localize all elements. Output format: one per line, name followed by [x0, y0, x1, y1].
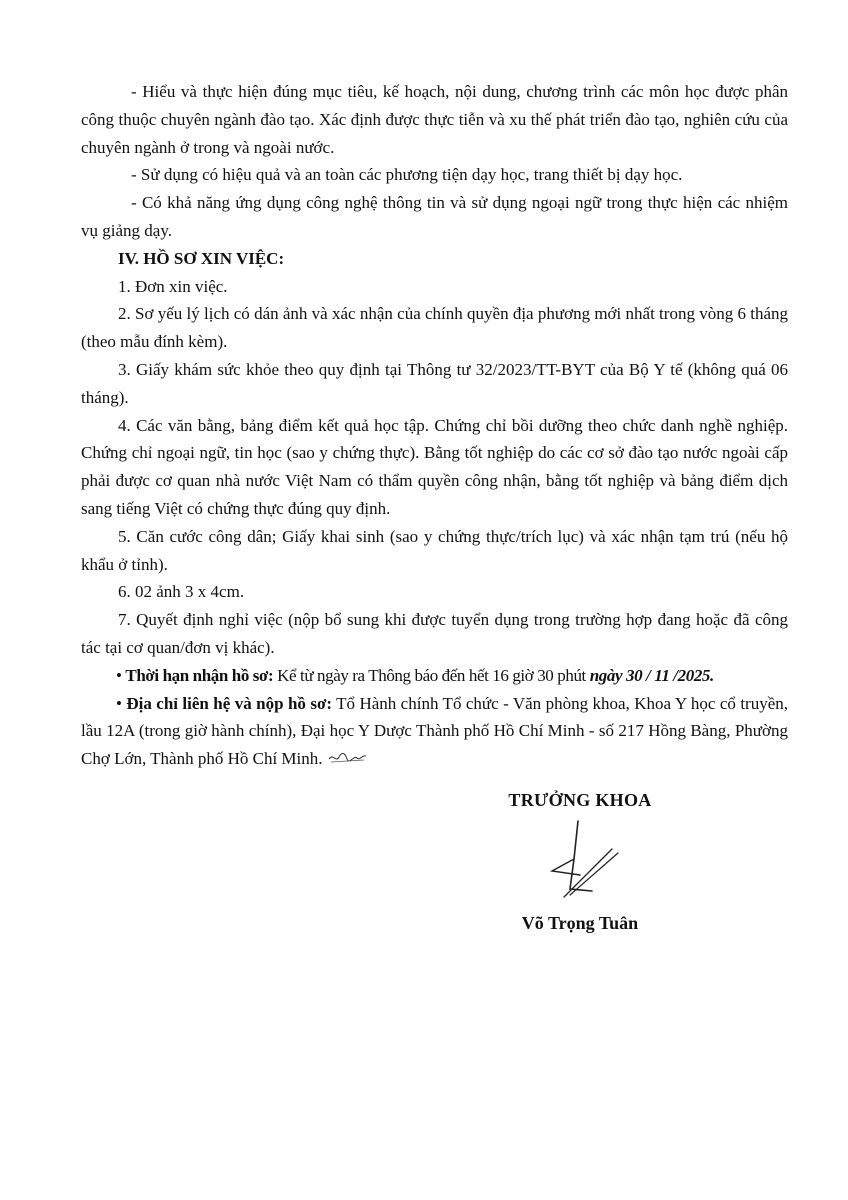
dossier-item-7: 7. Quyết định nghỉ việc (nộp bổ sung khi được tuyển dụng trong trường hợp đang hoặc đã công tác tại cơ quan/đơn vị khác).	[81, 610, 788, 657]
requirement-item-2: - Sử dụng có hiệu quả và an toàn các phương tiện dạy học, trang thiết bị dạy học.	[131, 165, 683, 185]
section-heading: IV. HỒ SƠ XIN VIỆC:	[118, 248, 285, 268]
requirement-item-3: - Có khả năng ứng dụng công nghệ thông tin và sử dụng ngoại ngữ trong thực hiện các nhiệm vụ giảng dạy.	[81, 193, 788, 240]
bullet-icon: •	[116, 693, 122, 713]
contact-paragraph	[81, 690, 788, 773]
signature-block	[480, 790, 680, 934]
contact-text: Tổ Hành chính Tổ chức - Văn phòng khoa, Khoa Y học cổ truyền, lầu 12A (trong giờ hành chính), Đại học Y Dược Thành phố Hồ Chí Minh - số 217 Hồng Bàng, Phường Chợ Lớn, Thành phố Hồ Chí Minh.	[81, 693, 788, 769]
deadline-date: ngày 30 / 11 /2025.	[589, 665, 714, 685]
bullet-icon: •	[116, 665, 122, 685]
contact-label: Địa chỉ liên hệ và nộp hồ sơ:	[126, 693, 333, 713]
deadline-text: Kể từ ngày ra Thông báo đến hết 16 giờ 30 phút	[273, 665, 590, 685]
deadline-line	[81, 662, 788, 690]
dossier-item-5: 5. Căn cước công dân; Giấy khai sinh (sao y chứng thực/trích lục) và xác nhận tạm trú (nếu hộ khẩu ở tỉnh).	[81, 526, 788, 574]
dossier-item-3: 3. Giấy khám sức khỏe theo quy định tại Thông tư 32/2023/TT-BYT của Bộ Y tế (không quá 06 tháng).	[81, 359, 788, 407]
document-body	[81, 78, 788, 773]
deadline-label: Thời hạn nhận hồ sơ:	[125, 665, 274, 685]
signer-name: Võ Trọng Tuân	[521, 913, 639, 933]
dossier-item-6: 6. 02 ảnh 3 x 4cm.	[118, 582, 245, 602]
initials-signature-icon	[327, 749, 367, 767]
dossier-item-2: 2. Sơ yếu lý lịch có dán ảnh và xác nhận của chính quyền địa phương mới nhất trong vòng 6 tháng (theo mẫu đính kèm).	[81, 304, 788, 352]
requirement-item-1: - Hiểu và thực hiện đúng mục tiêu, kế hoạch, nội dung, chương trình các môn học được phân công thuộc chuyên ngành đào tạo. Xác định được thực tiễn và xu thế phát triển đào tạo, nghiên cứu của chuyên ngành ở trong và ngoài nước.	[81, 82, 788, 157]
signer-title: TRƯỞNG KHOA	[508, 790, 652, 810]
signature-icon	[540, 819, 620, 901]
dossier-item-4: 4. Các văn bằng, bảng điểm kết quả học tập. Chứng chỉ bồi dưỡng theo chức danh nghề nghiệp. Chứng chỉ ngoại ngữ, tin học (sao y chứng thực). Bằng tốt nghiệp do các cơ sở đào tạo nước ngoài cấp phải được cơ quan nhà nước Việt Nam có thẩm quyền công nhận, bằng tốt nghiệp và bảng điểm dịch sang tiếng Việt có chứng thực đúng quy định.	[81, 415, 788, 518]
dossier-item-1: 1. Đơn xin việc.	[118, 276, 228, 296]
